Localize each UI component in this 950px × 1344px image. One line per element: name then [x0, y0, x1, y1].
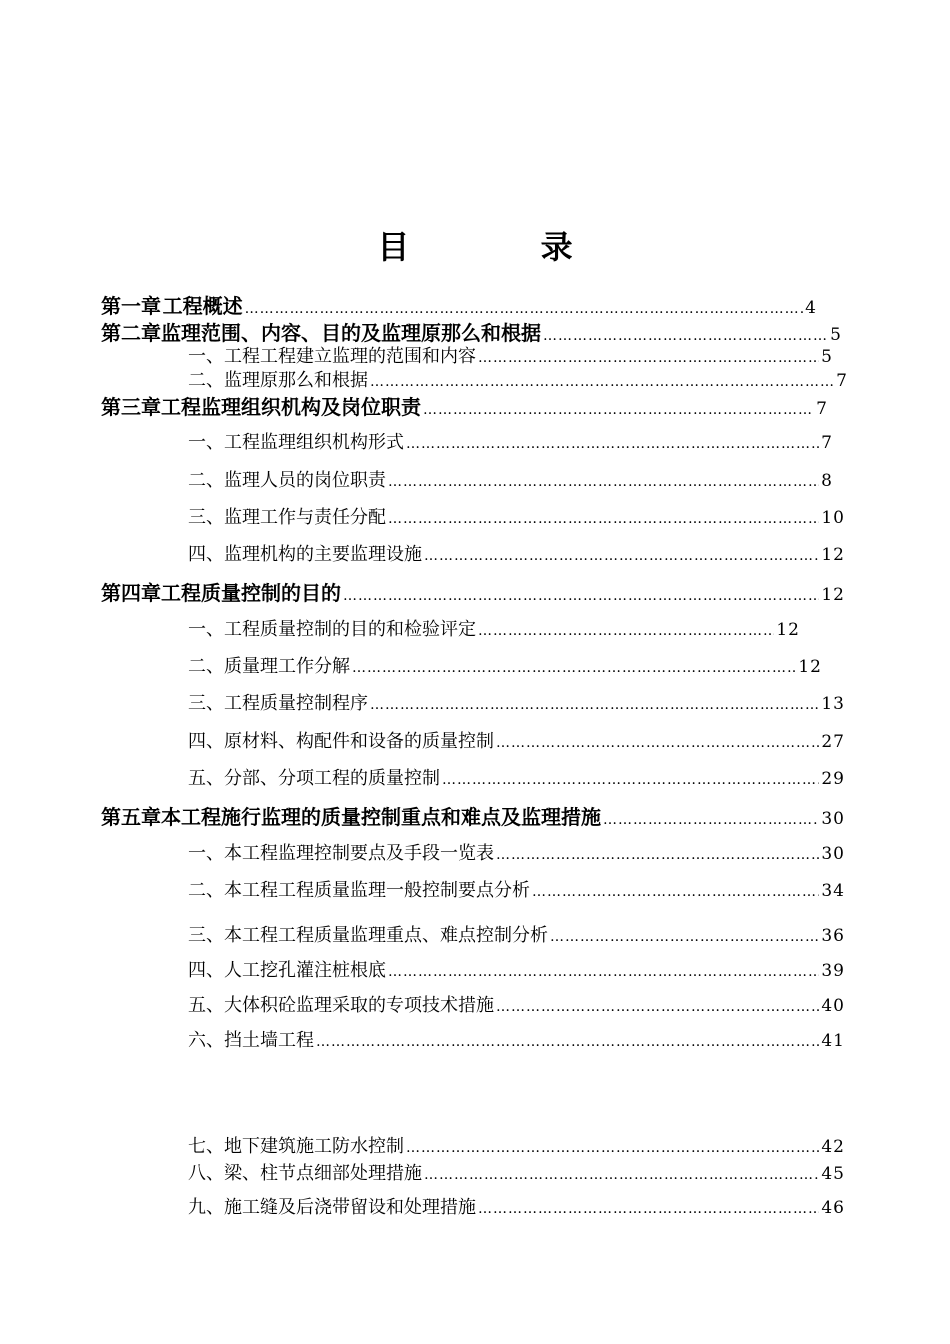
entry-label: 一、工程监理组织机构形式 — [188, 432, 404, 453]
chapter-number: 第一章 — [101, 294, 161, 318]
page-number: 5 — [830, 325, 842, 345]
page-number: 12 — [821, 545, 845, 565]
toc-entry-section[interactable] — [188, 503, 845, 529]
dot-leader — [496, 735, 819, 751]
page-number: 27 — [821, 732, 845, 752]
dot-leader — [423, 402, 814, 418]
dot-leader — [550, 929, 819, 945]
page-number: 36 — [821, 926, 845, 946]
toc-entry-section[interactable] — [188, 727, 845, 753]
toc-entry-section[interactable] — [188, 1026, 845, 1052]
dot-leader — [406, 436, 819, 452]
entry-label: 二、质量理工作分解 — [188, 656, 350, 677]
dot-leader — [424, 548, 819, 564]
entry-label: 二、监理原那么和根据 — [188, 370, 368, 391]
dot-leader — [496, 999, 819, 1015]
page-number: 7 — [821, 433, 833, 453]
toc-entry-section[interactable] — [188, 540, 845, 566]
dot-leader — [496, 847, 819, 863]
page-number: 8 — [821, 471, 833, 491]
toc-entry-section[interactable] — [188, 1159, 845, 1185]
page-number: 42 — [821, 1137, 845, 1157]
entry-label: 四、原材料、构配件和设备的质量控制 — [188, 731, 494, 752]
page-number: 30 — [821, 844, 845, 864]
entry-label: 五、分部、分项工程的质量控制 — [188, 768, 440, 789]
toc-entry-section[interactable] — [188, 652, 822, 678]
entry-label: 五、大体积砼监理采取的专项技术措施 — [188, 995, 494, 1016]
page-number: 12 — [821, 585, 845, 605]
dot-leader — [370, 374, 834, 390]
toc-entry-section[interactable] — [188, 366, 848, 392]
entry-label: 工程监理组织机构及岗位职责 — [161, 395, 421, 419]
toc-entry-section[interactable] — [188, 1132, 845, 1158]
dot-leader — [478, 623, 774, 639]
entry-label: 二、本工程工程质量监理一般控制要点分析 — [188, 880, 530, 901]
entry-label: 九、施工缝及后浇带留设和处理措施 — [188, 1197, 476, 1218]
entry-label: 工程质量控制的目的 — [161, 581, 341, 605]
page-number: 4 — [805, 298, 817, 318]
chapter-number: 第四章 — [101, 581, 161, 605]
dot-leader — [245, 301, 804, 317]
page-number: 29 — [821, 769, 845, 789]
page-number: 30 — [821, 809, 845, 829]
entry-label: 三、工程质量控制程序 — [188, 693, 368, 714]
toc-entry-chapter-2[interactable] — [101, 317, 842, 343]
page-number: 10 — [821, 508, 845, 528]
dot-leader — [406, 1140, 819, 1156]
entry-label: 二、监理人员的岗位职责 — [188, 470, 386, 491]
entry-label: 七、地下建筑施工防水控制 — [188, 1136, 404, 1157]
page-number: 7 — [836, 371, 848, 391]
page-number: 5 — [821, 347, 833, 367]
dot-leader — [388, 511, 819, 527]
page-number: 34 — [821, 881, 845, 901]
dot-leader — [352, 660, 796, 676]
entry-label: 监理范围、内容、目的及监理原那么和根据 — [161, 321, 541, 345]
page-number: 12 — [798, 657, 822, 677]
page-number: 7 — [816, 399, 828, 419]
toc-title: 目 录 — [377, 228, 633, 266]
toc-entry-chapter-4[interactable] — [101, 577, 845, 603]
page-number: 12 — [776, 620, 800, 640]
page-number: 39 — [821, 961, 845, 981]
toc-entry-section[interactable] — [188, 991, 845, 1017]
entry-label: 一、工程工程建立监理的范围和内容 — [188, 346, 476, 367]
entry-label: 六、挡土墙工程 — [188, 1030, 314, 1051]
dot-leader — [532, 884, 819, 900]
page-number: 40 — [821, 996, 845, 1016]
toc-entry-section[interactable] — [188, 428, 833, 454]
page-number: 41 — [821, 1031, 845, 1051]
toc-entry-section[interactable] — [188, 876, 845, 902]
chapter-number: 第三章 — [101, 395, 161, 419]
toc-entry-section[interactable] — [188, 342, 833, 368]
toc-entry-section[interactable] — [188, 689, 845, 715]
chapter-number: 第五章 — [101, 805, 161, 829]
toc-entry-section[interactable] — [188, 1193, 845, 1219]
toc-entry-section[interactable] — [188, 956, 845, 982]
toc-entry-section[interactable] — [188, 764, 845, 790]
toc-entry-section[interactable] — [188, 615, 800, 641]
dot-leader — [388, 474, 819, 490]
entry-label: 三、监理工作与责任分配 — [188, 507, 386, 528]
page-number: 13 — [821, 694, 845, 714]
dot-leader — [424, 1167, 819, 1183]
entry-label: 八、梁、柱节点细部处理措施 — [188, 1163, 422, 1184]
dot-leader — [442, 772, 819, 788]
entry-label: 四、人工挖孔灌注桩根底 — [188, 960, 386, 981]
entry-label: 四、监理机构的主要监理设施 — [188, 544, 422, 565]
toc-entry-chapter-1[interactable] — [101, 290, 817, 316]
page-number: 46 — [821, 1198, 845, 1218]
dot-leader — [370, 697, 819, 713]
dot-leader — [478, 350, 819, 366]
toc-entry-chapter-5[interactable] — [101, 801, 845, 827]
entry-label: 一、工程质量控制的目的和检验评定 — [188, 619, 476, 640]
dot-leader — [478, 1201, 819, 1217]
dot-leader — [343, 588, 819, 604]
dot-leader — [316, 1034, 819, 1050]
entry-label: 三、本工程工程质量监理重点、难点控制分析 — [188, 925, 548, 946]
page-number: 45 — [821, 1164, 845, 1184]
toc-entry-chapter-3[interactable] — [101, 391, 828, 417]
toc-entry-section[interactable] — [188, 839, 845, 865]
dot-leader — [388, 964, 819, 980]
entry-label: 一、本工程监理控制要点及手段一览表 — [188, 843, 494, 864]
entry-label: 本工程施行监理的质量控制重点和难点及监理措施 — [161, 805, 601, 829]
toc-entry-section[interactable] — [188, 921, 845, 947]
entry-label: 工程概述 — [162, 294, 243, 318]
toc-entry-section[interactable] — [188, 466, 833, 492]
dot-leader — [603, 812, 819, 828]
chapter-number: 第二章 — [101, 321, 161, 345]
